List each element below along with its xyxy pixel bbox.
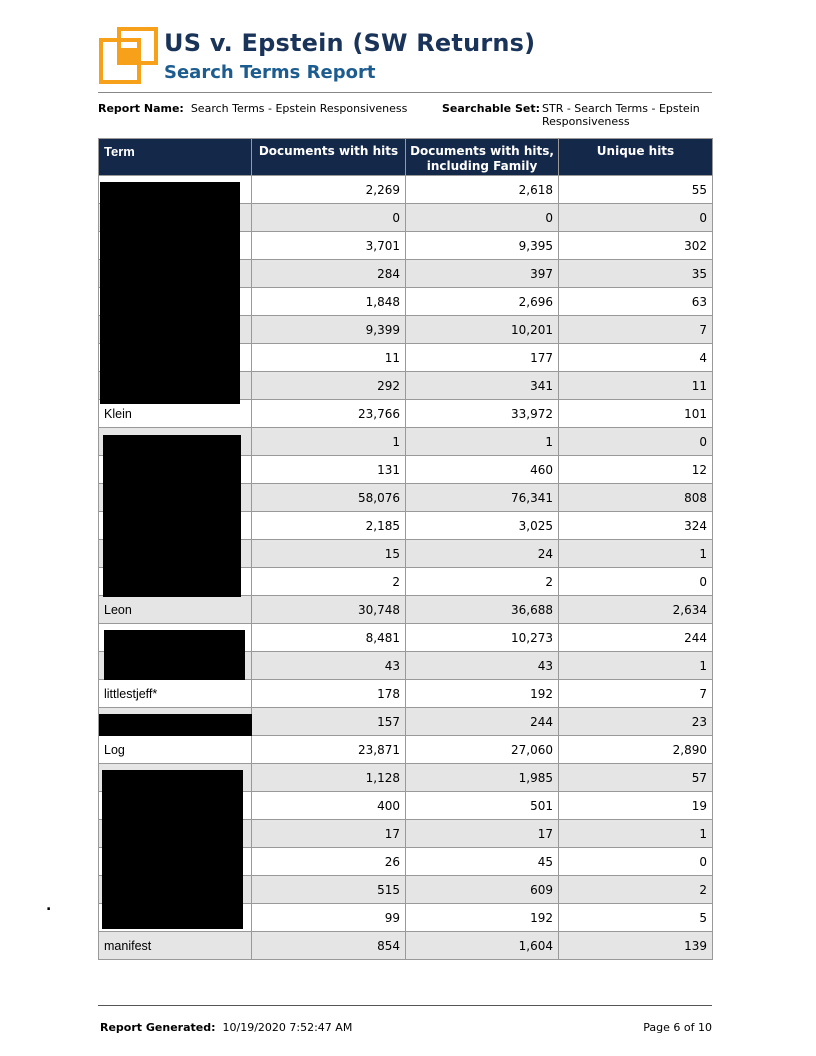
documents-with-family-cell: 1 [406,428,559,456]
documents-with-hits-cell: 131 [252,456,406,484]
column-header-documents-with-hits-family: Documents with hits, including Family [406,139,559,176]
documents-with-hits-cell: 284 [252,260,406,288]
unique-hits-cell: 7 [559,316,713,344]
documents-with-hits-cell: 1 [252,428,406,456]
unique-hits-cell: 57 [559,764,713,792]
report-generated-label: Report Generated: [100,1021,216,1034]
unique-hits-cell: 1 [559,540,713,568]
documents-with-family-cell: 192 [406,680,559,708]
column-header-term: Term [99,139,252,176]
report-name [98,102,407,115]
documents-with-family-cell: 33,972 [406,400,559,428]
table-row [99,736,713,764]
redaction-block [103,435,241,597]
unique-hits-cell: 12 [559,456,713,484]
documents-with-hits-cell: 9,399 [252,316,406,344]
term-cell: Klein [99,400,252,428]
documents-with-family-cell: 76,341 [406,484,559,512]
documents-with-family-cell: 501 [406,792,559,820]
stray-mark: . [46,898,52,914]
unique-hits-cell: 808 [559,484,713,512]
unique-hits-cell: 2,890 [559,736,713,764]
term-cell: littlestjeff* [99,680,252,708]
unique-hits-cell: 101 [559,400,713,428]
unique-hits-cell: 55 [559,176,713,204]
documents-with-family-cell: 2 [406,568,559,596]
unique-hits-cell: 63 [559,288,713,316]
documents-with-hits-cell: 58,076 [252,484,406,512]
documents-with-family-cell: 397 [406,260,559,288]
documents-with-hits-cell: 8,481 [252,624,406,652]
unique-hits-cell: 139 [559,932,713,960]
documents-with-family-cell: 0 [406,204,559,232]
documents-with-family-cell: 192 [406,904,559,932]
documents-with-hits-cell: 515 [252,876,406,904]
redaction-block [104,630,245,680]
table-row [99,680,713,708]
unique-hits-cell: 35 [559,260,713,288]
redaction-block [99,714,252,736]
unique-hits-cell: 0 [559,568,713,596]
term-cell: manifest [99,932,252,960]
unique-hits-cell: 11 [559,372,713,400]
unique-hits-cell: 19 [559,792,713,820]
table-row [99,932,713,960]
report-generated-value: 10/19/2020 7:52:47 AM [222,1021,353,1034]
documents-with-hits-cell: 43 [252,652,406,680]
table-header-row [99,139,713,176]
report-generated [100,1021,352,1034]
report-name-value: Search Terms - Epstein Responsiveness [190,102,408,115]
documents-with-family-cell: 2,696 [406,288,559,316]
documents-with-hits-cell: 30,748 [252,596,406,624]
documents-with-hits-cell: 400 [252,792,406,820]
documents-with-hits-cell: 1,128 [252,764,406,792]
unique-hits-cell: 302 [559,232,713,260]
unique-hits-cell: 0 [559,428,713,456]
documents-with-family-cell: 43 [406,652,559,680]
documents-with-hits-cell: 2 [252,568,406,596]
report-subtitle: Search Terms Report [164,62,376,83]
documents-with-family-cell: 9,395 [406,232,559,260]
unique-hits-cell: 244 [559,624,713,652]
unique-hits-cell: 1 [559,652,713,680]
documents-with-family-cell: 17 [406,820,559,848]
documents-with-hits-cell: 17 [252,820,406,848]
term-cell: Log [99,736,252,764]
documents-with-hits-cell: 11 [252,344,406,372]
documents-with-hits-cell: 3,701 [252,232,406,260]
documents-with-family-cell: 460 [406,456,559,484]
documents-with-family-cell: 177 [406,344,559,372]
documents-with-family-cell: 2,618 [406,176,559,204]
documents-with-family-cell: 24 [406,540,559,568]
unique-hits-cell: 23 [559,708,713,736]
documents-with-family-cell: 3,025 [406,512,559,540]
footer-divider [98,1005,712,1006]
documents-with-family-cell: 609 [406,876,559,904]
report-logo-icon [98,26,160,86]
documents-with-family-cell: 10,201 [406,316,559,344]
documents-with-hits-cell: 854 [252,932,406,960]
documents-with-family-cell: 1,604 [406,932,559,960]
documents-with-family-cell: 27,060 [406,736,559,764]
documents-with-hits-cell: 23,871 [252,736,406,764]
table-row [99,596,713,624]
header-divider [98,92,712,93]
unique-hits-cell: 7 [559,680,713,708]
documents-with-hits-cell: 1,848 [252,288,406,316]
report-name-label: Report Name: [98,102,184,115]
searchable-set-value: STR - Search Terms - Epstein Responsiveness [542,102,700,128]
unique-hits-cell: 5 [559,904,713,932]
unique-hits-cell: 4 [559,344,713,372]
documents-with-family-cell: 1,985 [406,764,559,792]
documents-with-hits-cell: 15 [252,540,406,568]
documents-with-hits-cell: 23,766 [252,400,406,428]
unique-hits-cell: 0 [559,848,713,876]
searchable-set-label: Searchable Set: [442,102,540,115]
unique-hits-cell: 324 [559,512,713,540]
documents-with-hits-cell: 178 [252,680,406,708]
documents-with-family-cell: 45 [406,848,559,876]
documents-with-family-cell: 10,273 [406,624,559,652]
documents-with-hits-cell: 292 [252,372,406,400]
term-cell: Leon [99,596,252,624]
report-title: US v. Epstein (SW Returns) [164,29,536,57]
documents-with-hits-cell: 2,185 [252,512,406,540]
documents-with-hits-cell: 157 [252,708,406,736]
documents-with-hits-cell: 99 [252,904,406,932]
unique-hits-cell: 0 [559,204,713,232]
column-header-documents-with-hits: Documents with hits [252,139,406,176]
documents-with-hits-cell: 0 [252,204,406,232]
documents-with-hits-cell: 2,269 [252,176,406,204]
redaction-block [100,182,240,404]
documents-with-family-cell: 341 [406,372,559,400]
page-number: Page 6 of 10 [643,1021,712,1034]
unique-hits-cell: 2 [559,876,713,904]
column-header-unique-hits: Unique hits [559,139,713,176]
documents-with-family-cell: 244 [406,708,559,736]
redaction-block [102,770,243,929]
documents-with-family-cell: 36,688 [406,596,559,624]
documents-with-hits-cell: 26 [252,848,406,876]
unique-hits-cell: 1 [559,820,713,848]
unique-hits-cell: 2,634 [559,596,713,624]
